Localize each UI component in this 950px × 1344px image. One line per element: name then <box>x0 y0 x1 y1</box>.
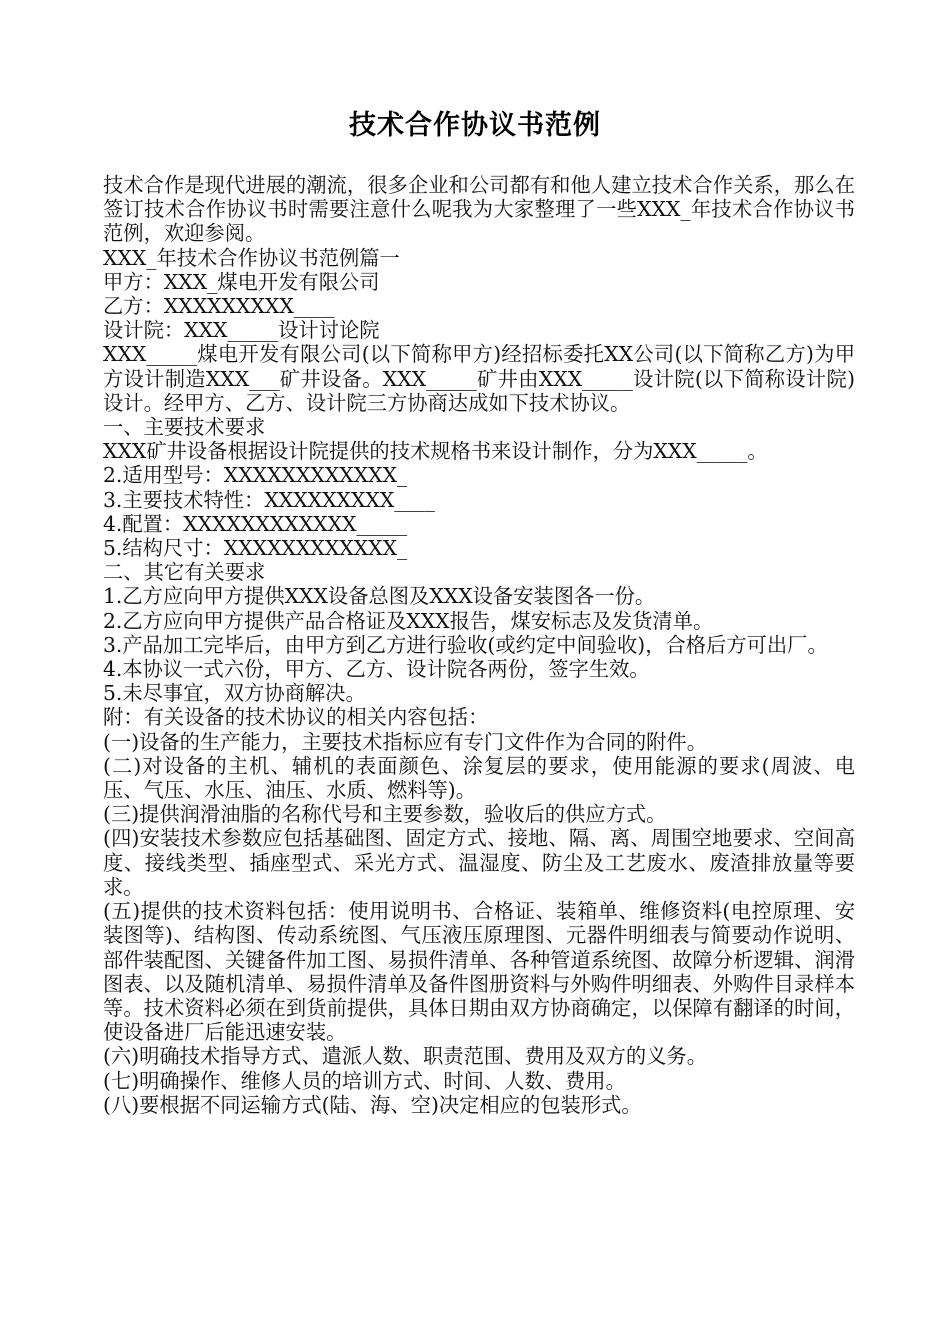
list-item: (七)明确操作、维修人员的培训方式、时间、人数、费用。 <box>103 1068 626 1093</box>
paragraph: 设计院：XXX_____设计讨论院 <box>103 318 380 343</box>
list-item: (二)对设备的主机、辅机的表面颜色、涂复层的要求，使用能源的要求(周波、电压、气压、水压、油压、水质、燃料等)。 <box>103 753 855 803</box>
list-item: 5.未尽事宜，双方协商解决。 <box>103 681 366 706</box>
list-item: 4.本协议一式六份，甲方、乙方、设计院各两份，签字生效。 <box>103 657 650 682</box>
list-item: 3.产品加工完毕后，由甲方到乙方进行验收(或约定中间验收)，合格后方可出厂。 <box>103 632 828 657</box>
list-item: 3.主要技术特性：XXXXXXXXX____ <box>103 487 435 512</box>
list-item: (三)提供润滑油脂的名称代号和主要参数，验收后的供应方式。 <box>103 802 667 827</box>
paragraph: 技术合作是现代进展的潮流，很多企业和公司都有和他人建立技术合作关系，那么在签订技术合作协议书时需要注意什么呢我为大家整理了一些XXX_年技术合作协议书范例，欢迎参阅。 <box>103 173 855 246</box>
list-item: (六)明确技术指导方式、遣派人数、职责范围、费用及双方的义务。 <box>103 1044 707 1069</box>
paragraph: XXX矿井设备根据设计院提供的技术规格书来设计制作，分为XXX_____。 <box>103 439 768 464</box>
section-heading: 一、主要技术要求 <box>103 415 266 440</box>
section-heading: 二、其它有关要求 <box>103 560 266 585</box>
list-item: 2.适用型号：XXXXXXXXXXXX_ <box>103 463 408 488</box>
list-item: (四)安装技术参数应包括基础图、固定方式、接地、隔、离、周围空地要求、空间高度、接线类型、插座型式、采光方式、温湿度、防尘及工艺废水、废渣排放量等要求。 <box>103 826 855 899</box>
paragraph: XXX_____煤电开发有限公司(以下简称甲方)经招标委托XX公司(以下简称乙方)为甲方设计制造XXX___矿井设备。XXX_____矿井由XXX_____设计院(以下简称设计院)设计。经甲方、乙方、设计院三方协商达成如下技术协议。 <box>103 342 855 415</box>
list-item: (八)要根据不同运输方式(陆、海、空)决定相应的包装形式。 <box>103 1092 642 1117</box>
list-item: (一)设备的生产能力，主要技术指标应有专门文件作为合同的附件。 <box>103 729 707 754</box>
list-item: 4.配置：XXXXXXXXXXXX_____ <box>103 511 408 536</box>
document-title: 技术合作协议书范例 <box>349 110 601 141</box>
paragraph: 乙方：XXXXXXXXX____ <box>103 294 335 319</box>
list-item: 1.乙方应向甲方提供XXX设备总图及XXX设备安装图各一份。 <box>103 584 656 609</box>
paragraph: 甲方：XXX_煤电开发有限公司 <box>103 269 380 294</box>
document-body <box>103 173 855 1117</box>
list-item: 5.结构尺寸：XXXXXXXXXXXX_ <box>103 536 408 561</box>
list-item: (五)提供的技术资料包括：使用说明书、合格证、装箱单、维修资料(电控原理、安装图等)、结构图、传动系统图、气压液压原理图、元器件明细表与简要动作说明、部件装配图、关键备件加工图、易损件清单、各种管道系统图、故障分析逻辑、润滑图表、以及随机清单、易损件清单及备件图册资料与外购件明细表、外购件目录样本等。技术资料必须在到货前提供，具体日期由双方协商确定，以保障有翻译的时间，使设备进厂后能迅速安装。 <box>103 899 855 1045</box>
paragraph: 附：有关设备的技术协议的相关内容包括： <box>103 705 489 730</box>
list-item: 2.乙方应向甲方提供产品合格证及XXX报告，煤安标志及发货清单。 <box>103 608 714 633</box>
paragraph: XXX_年技术合作协议书范例篇一 <box>103 245 400 270</box>
